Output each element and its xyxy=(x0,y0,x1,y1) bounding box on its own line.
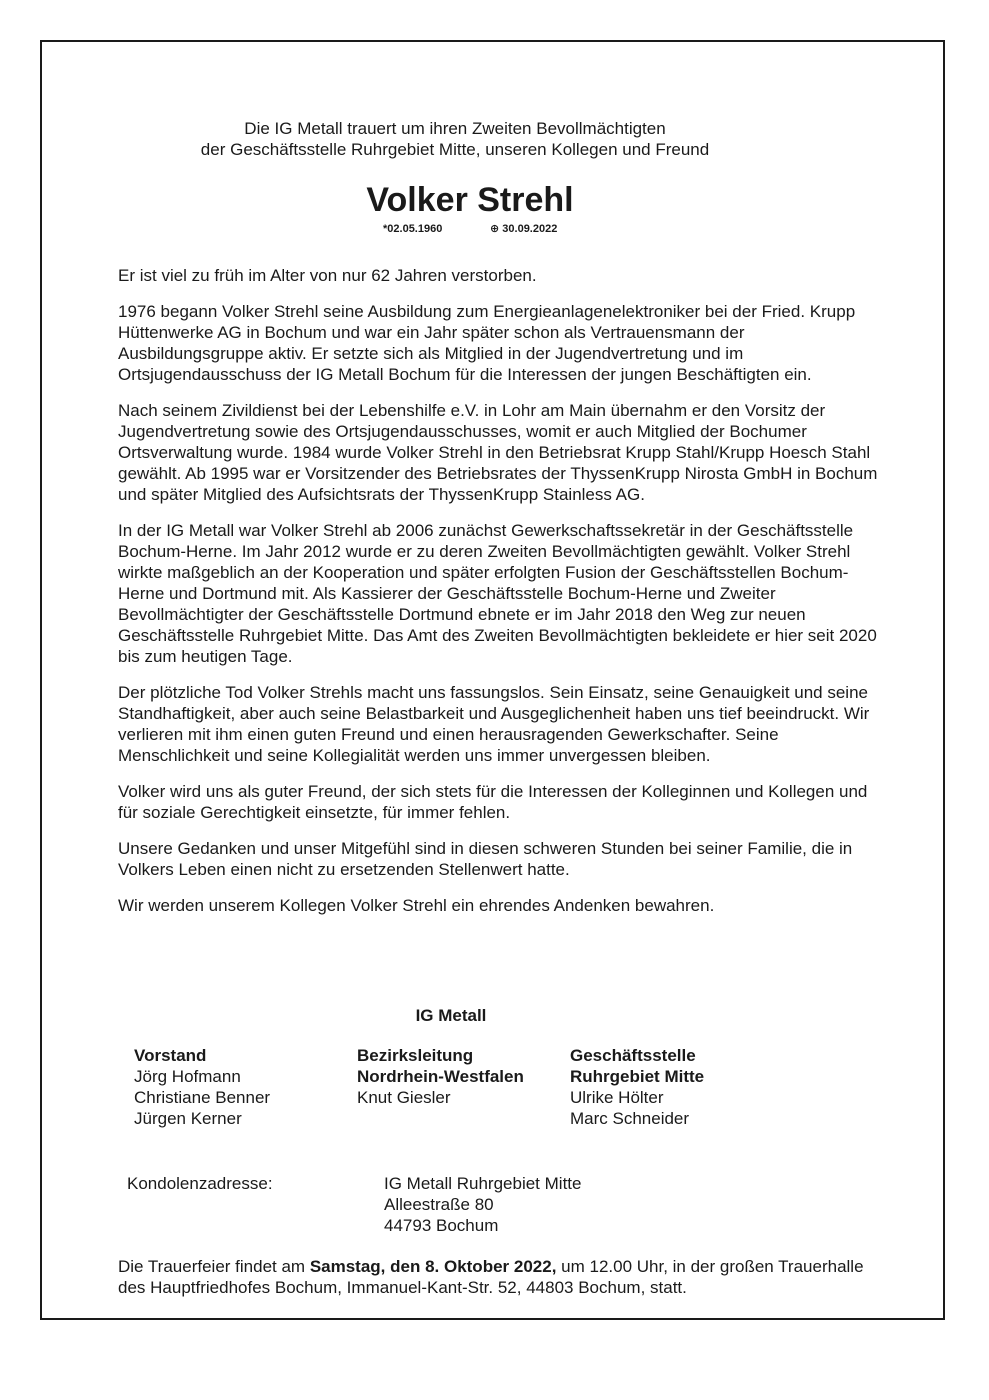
column-title: Geschäftsstelle xyxy=(570,1046,696,1065)
intro-line-2: der Geschäftsstelle Ruhrgebiet Mitte, unseren Kollegen und Freund xyxy=(200,140,710,159)
paragraph: Er ist viel zu früh im Alter von nur 62 Jahren verstorben. xyxy=(118,266,537,285)
signatory-column-vorstand xyxy=(134,1045,270,1129)
column-subtitle: Ruhrgebiet Mitte xyxy=(570,1067,705,1086)
intro-text xyxy=(0,118,910,160)
signatory-column-bezirk xyxy=(357,1045,524,1108)
signatory-name: Christiane Benner xyxy=(134,1088,271,1107)
address-line: Alleestraße 80 xyxy=(384,1195,494,1214)
funeral-text-pre: Die Trauerfeier findet am xyxy=(118,1257,310,1276)
organization-name: IG Metall xyxy=(415,1006,487,1025)
paragraph: Unsere Gedanken und unser Mitgefühl sind in diesen schweren Stunden bei seiner Familie, die in Volkers Leben einen nicht zu ersetzenden Stellenwert hatte. xyxy=(118,839,853,879)
condolence-label: Kondolenzadresse: xyxy=(127,1174,273,1193)
paragraph: 1976 begann Volker Strehl seine Ausbildung zum Energieanlagenelektroniker bei der Fried. Krupp Hüttenwerke AG in Bochum und war ein Jahr später schon als Vertrauensmann der Ausbildungsgruppe aktiv. Er setzte sich als Mitglied in der Jugendvertretung und im Ortsjugendausschuss der IG Metall Bochum für die Interessen der jungen Beschäftigten ein. xyxy=(118,302,856,384)
paragraph: Volker wird uns als guter Freund, der sich stets für die Interessen der Kolleginnen und Kollegen und für soziale Gerechtigkeit einsetzte, für immer fehlen. xyxy=(118,782,868,822)
obituary-body xyxy=(118,265,878,931)
signatory-name: Jürgen Kerner xyxy=(134,1109,242,1128)
death-date: 30.09.2022 xyxy=(502,223,558,235)
signatory-name: Jörg Hofmann xyxy=(134,1067,241,1086)
column-title: Bezirksleitung xyxy=(357,1046,474,1065)
address-line: 44793 Bochum xyxy=(384,1216,499,1235)
funeral-text-post: um 12.00 Uhr, in der großen Trauerhalle des Hauptfriedhofes Bochum, Immanuel-Kant-Str. 52, 44803 Bochum, statt. xyxy=(118,1257,864,1297)
column-title: Vorstand xyxy=(134,1046,207,1065)
paragraph: Nach seinem Zivildienst bei der Lebenshilfe e.V. in Lohr am Main übernahm er den Vorsitz der Jugendvertretung sowie des Ortsjugendausschusses, womit er auch Mitglied der Bochumer Ortsverwaltung wurde. 1984 wurde Volker Strehl in den Betriebsrat Krupp Stahl/Krupp Hoesch Stahl gewählt. Ab 1995 war er Vorsitzender des Betriebsrates der ThyssenKrupp Nirosta GmbH in Bochum und später Mitglied des Aufsichtsrats der ThyssenKrupp Stainless AG. xyxy=(118,401,878,504)
funeral-notice xyxy=(118,1256,878,1298)
birth-date: *02.05.1960 xyxy=(383,223,443,235)
funeral-date: Samstag, den 8. Oktober 2022, xyxy=(309,1257,557,1276)
condolence-address xyxy=(384,1173,581,1236)
signatory-column-geschaeftsstelle xyxy=(570,1045,704,1129)
death-symbol-icon: ⊕ xyxy=(490,223,500,235)
column-subtitle: Nordrhein-Westfalen xyxy=(357,1067,524,1086)
paragraph: In der IG Metall war Volker Strehl ab 2006 zunächst Gewerkschaftssekretär in der Geschäftsstelle Bochum-Herne. Im Jahr 2012 wurde er zu deren Zweiten Bevollmächtigten gewählt. Volker Strehl wirkte maßgeblich an der Kooperation und später erfolgten Fusion der Geschäftsstellen Bochum-Herne und Dortmund mit. Als Kassierer der Geschäftsstelle Bochum-Herne und Zweiter Bevollmächtigter der Geschäftsstelle Dortmund ebnete er im Jahr 2018 den Weg zur neuen Geschäftsstelle Ruhrgebiet Mitte. Das Amt des Zweiten Bevollmächtigten bekleidete er hier seit 2020 bis zum heutigen Tage. xyxy=(118,521,877,666)
intro-line-1: Die IG Metall trauert um ihren Zweiten Bevollmächtigten xyxy=(244,119,666,138)
deceased-name: Volker Strehl xyxy=(366,181,574,219)
signatory-name: Ulrike Hölter xyxy=(570,1088,664,1107)
address-line: IG Metall Ruhrgebiet Mitte xyxy=(384,1174,582,1193)
paragraph: Wir werden unserem Kollegen Volker Strehl ein ehrendes Andenken bewahren. xyxy=(118,896,715,915)
signatory-name: Marc Schneider xyxy=(570,1109,690,1128)
paragraph: Der plötzliche Tod Volker Strehls macht uns fassungslos. Sein Einsatz, seine Genauigkeit und seine Standhaftigkeit, aber auch seine Belastbarkeit und Ausgeglichenheit haben uns tief beeindruckt. Wir verlieren mit ihm einen guten Freund und einen herausragenden Gewerkschafter. Seine Menschlichkeit und seine Kollegialität werden uns immer unvergessen bleiben. xyxy=(118,683,870,765)
death-date-group xyxy=(490,222,557,236)
signatory-name: Knut Giesler xyxy=(357,1088,451,1107)
